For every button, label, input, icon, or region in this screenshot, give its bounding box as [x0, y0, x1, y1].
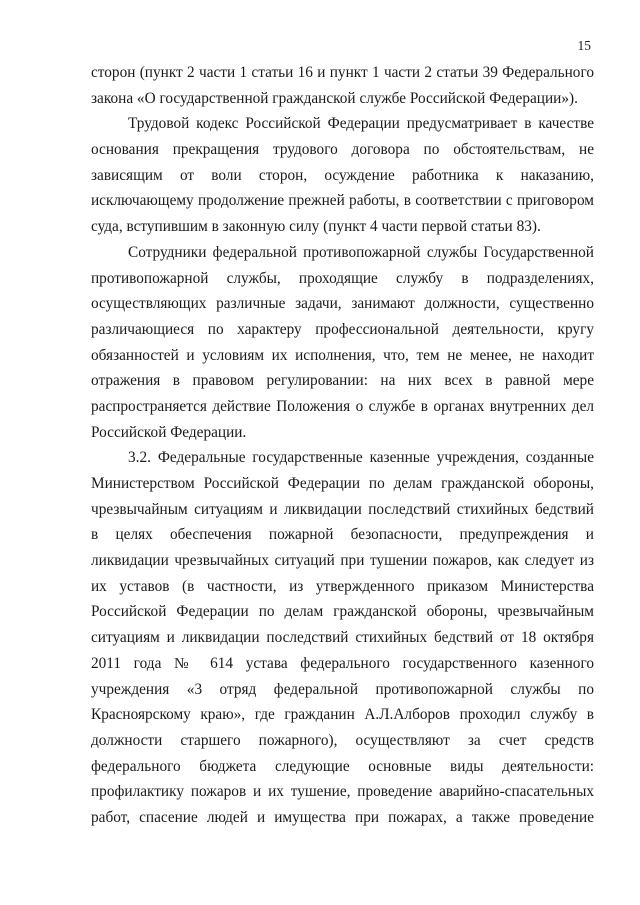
text-line: осуществляющих различные задачи, занимают должности, существенно [91, 295, 594, 313]
text-line: их уставов (в частности, из утвержденного приказом Министерства [91, 577, 594, 595]
text-line: различающиеся по характеру профессиональной деятельности, кругу [91, 320, 594, 338]
text-line: зависящим от воли сторон, осуждение работника к наказанию, [91, 166, 594, 184]
text-line: отражения в правовом регулировании: на них всех в равной мере [91, 372, 594, 390]
text-line: ликвидации чрезвычайных ситуаций при тушении пожаров, как следует из [91, 552, 594, 570]
text-line: суда, вступившим в законную силу (пункт 4 части первой статьи 83). [91, 218, 541, 236]
text-line: основания прекращения трудового договора по обстоятельствам, не [91, 141, 594, 159]
text-line: федерального бюджета следующие основные виды деятельности: [91, 757, 594, 775]
text-line: исключающему продолжение прежней работы, в соответствии с приговором [91, 192, 594, 210]
text-line: 3.2. Федеральные государственные казенные учреждения, созданные [128, 449, 594, 467]
text-line: Российской Федерации по делам гражданской обороны, чрезвычайным [91, 603, 594, 621]
text-line: в целях обеспечения пожарной безопасности, предупреждения и [91, 526, 594, 544]
text-line: 2011 года № 614 устава федерального государственного казенного [91, 654, 594, 672]
text-line: распространяется действие Положения о службе в органах внутренних дел [91, 397, 594, 415]
text-line: Сотрудники федеральной противопожарной службы Государственной [128, 243, 594, 261]
text-line: профилактику пожаров и их тушение, проведение аварийно-спасательных [91, 783, 594, 801]
text-line: закона «О государственной гражданской службе Российской Федерации»). [91, 89, 578, 107]
text-line: обязанностей и условиям их исполнения, что, тем не менее, не находит [91, 346, 594, 364]
text-line: Российской Федерации. [91, 423, 247, 441]
text-line: Красноярскому краю», где гражданин А.Л.Алборов проходил службу в [91, 706, 594, 724]
text-line: Министерством Российской Федерации по делам гражданской обороны, [91, 475, 594, 492]
document-body [91, 60, 594, 831]
text-line: противопожарной службы, проходящие службу в подразделениях, [91, 269, 594, 287]
text-line: сторон (пункт 2 части 1 статьи 16 и пункт 1 части 2 статьи 39 Федерального [91, 64, 594, 81]
text-line: работ, спасение людей и имущества при пожарах, а также проведение [91, 808, 594, 826]
text-line: чрезвычайным ситуациям и ликвидации последствий стихийных бедствий [91, 500, 594, 518]
text-line: должности старшего пожарного), осуществляют за счет средств [91, 731, 594, 749]
text-line: ситуациям и ликвидации последствий стихийных бедствий от 18 октября [91, 629, 594, 647]
text-line: Трудовой кодекс Российской Федерации предусматривает в качестве [128, 115, 594, 133]
page-number: 15 [577, 38, 591, 53]
text-line: учреждения «3 отряд федеральной противопожарной службы по [91, 680, 594, 698]
